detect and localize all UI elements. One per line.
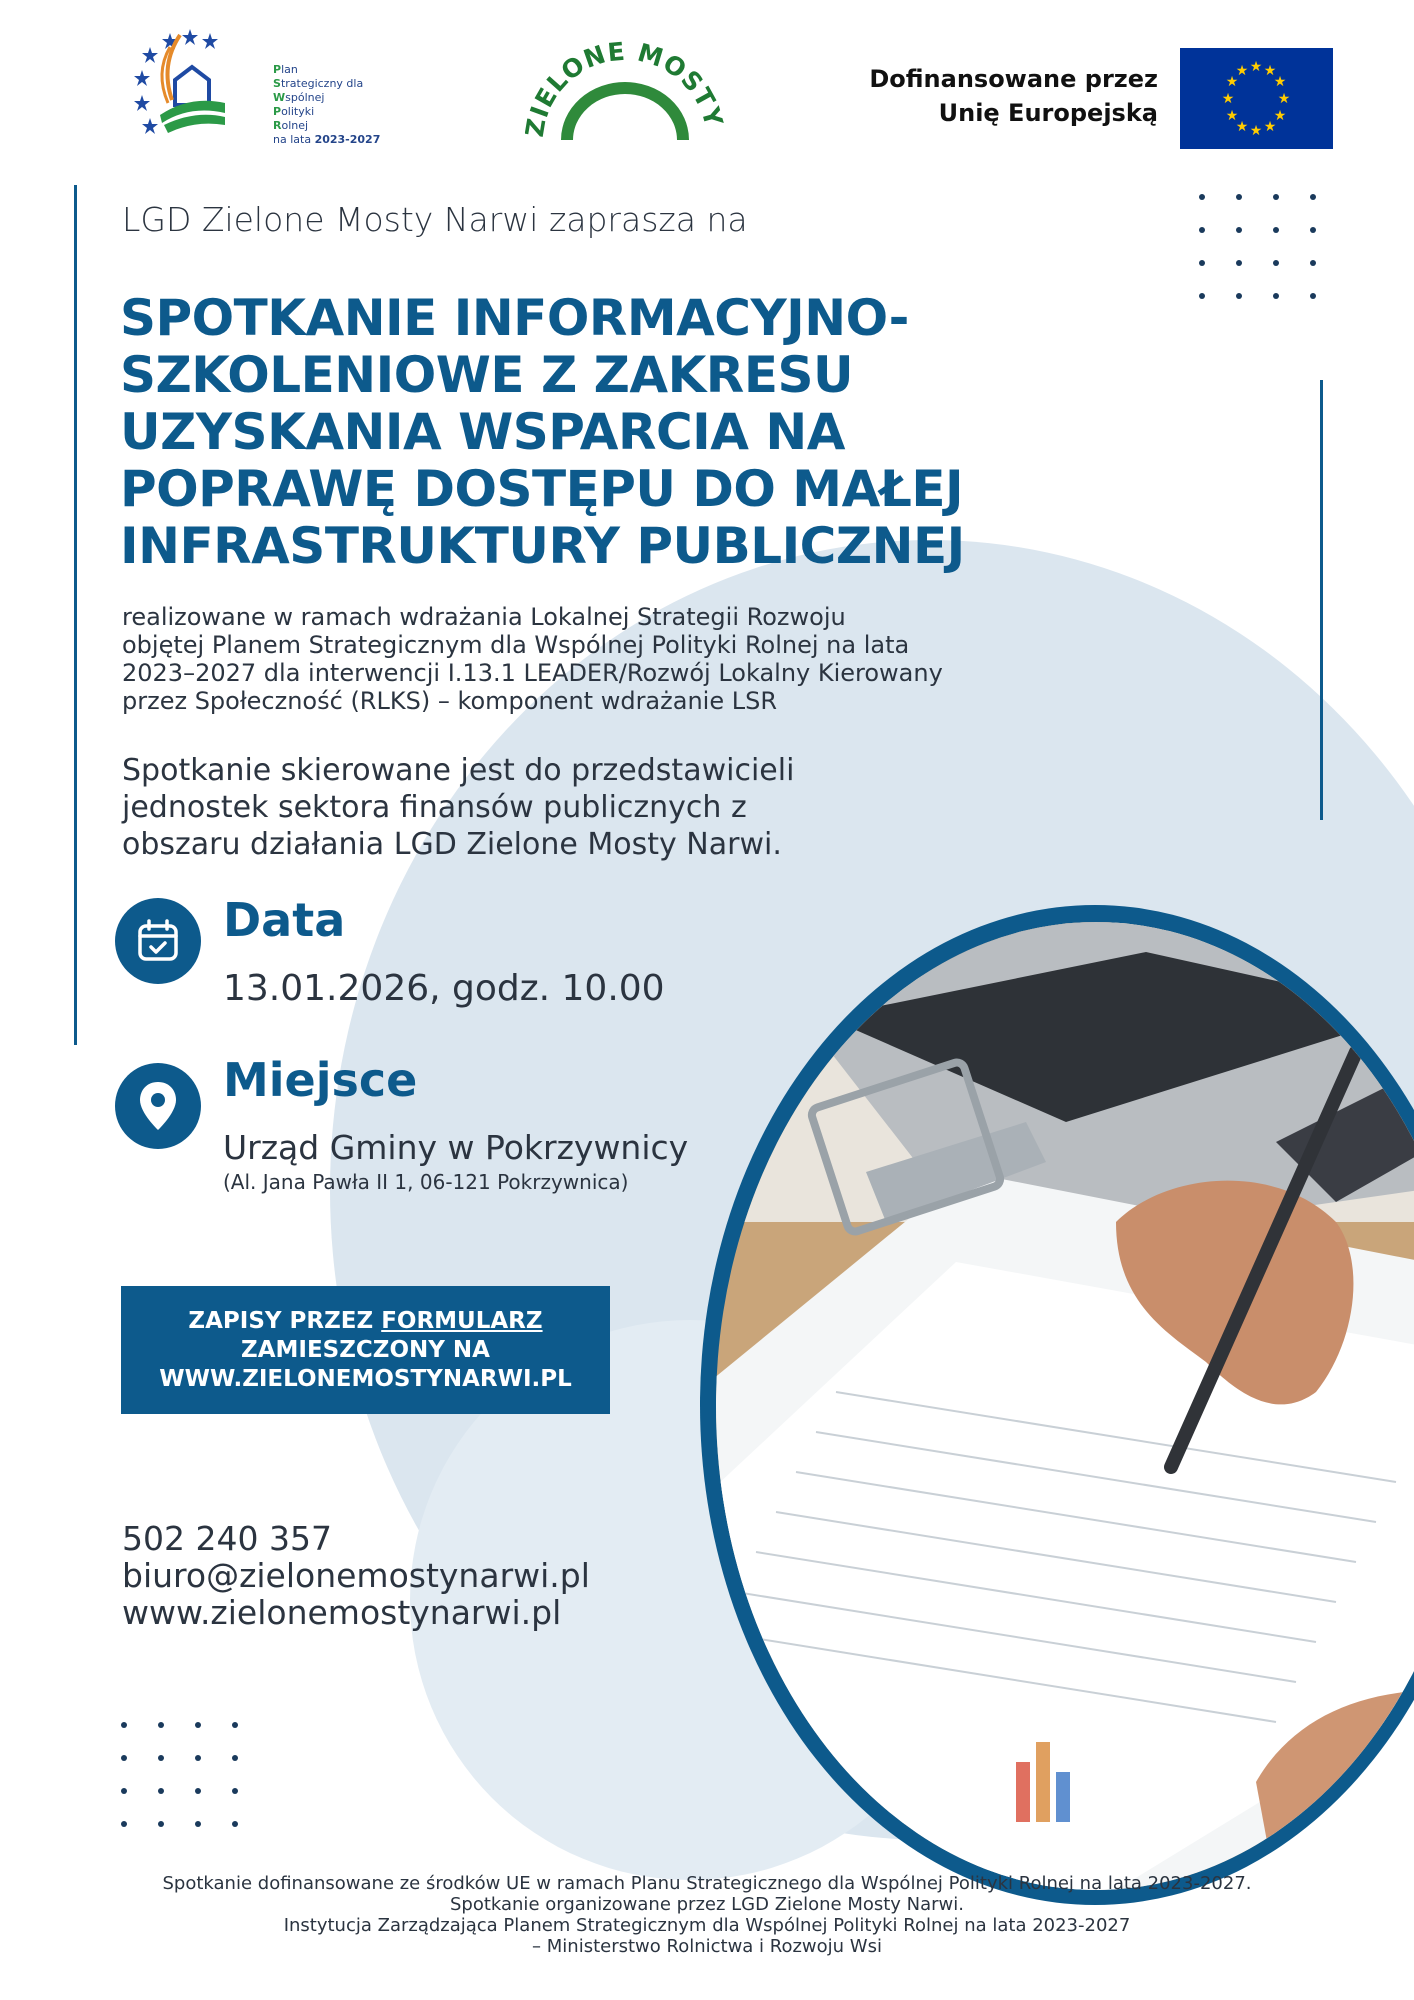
location-pin-icon [115, 1063, 201, 1149]
place-label: Miejsce [223, 1053, 418, 1107]
audience-text: Spotkanie skierowane jest do przedstawicieli jednostek sektora finansów publicznych z obszaru działania LGD Zielone Mosty Narwi. [122, 753, 795, 862]
svg-text:★: ★ [1273, 108, 1287, 124]
svg-text:★: ★ [1225, 108, 1239, 124]
date-label: Data [223, 893, 346, 947]
calendar-icon [115, 898, 201, 984]
date-value: 13.01.2026, godz. 10.00 [223, 968, 665, 1009]
description: realizowane w ramach wdrażania Lokalnej Strategii Rozwoju objętej Planem Strategicznym dla Wspólnej Polityki Rolnej na lata 2023–2027 dla interwencji I.13.1 LEADER/Rozwój Lokalny Kierowany przez Społeczność (RLKS) – komponent wdrażanie LSR [122, 603, 943, 715]
page-title: SPOTKANIE INFORMACYJNO- SZKOLENIOWE Z ZAKRESU UZYSKANIA WSPARCIA NA POPRAWĘ DOSTĘPU DO MAŁEJ INFRASTRUKTURY PUBLICZNEJ [120, 289, 965, 575]
form-link[interactable]: FORMULARZ [381, 1307, 543, 1334]
svg-text:★: ★ [1263, 119, 1277, 135]
plan-strategiczny-text: Plan Strategiczny dla Wspólnej Polityki Rolnej na lata 2023-2027 [273, 63, 381, 146]
zielone-mosty-narwi-logo-icon [525, 30, 725, 150]
svg-text:★: ★ [1249, 123, 1263, 139]
place-address: (Al. Jana Pawła II 1, 06-121 Pokrzywnica) [223, 1170, 629, 1194]
footer-disclaimer: Spotkanie dofinansowane ze środków UE w ramach Planu Strategicznego dla Wspólnej Polityki Rolnej na lata 2023-2027. Spotkanie organizowane przez LGD Zielone Mosty Narwi. Instytucja Zarządzająca Planem Strategicznym dla Wspólnej Polityki Rolnej na lata 2023-2027 – Ministerstwo Rolnictwa i Rozwoju Wsi [162, 1873, 1252, 1957]
right-accent-line [1320, 380, 1323, 820]
svg-text:★: ★ [1235, 63, 1249, 79]
website-url[interactable]: www.zielonemostynarwi.pl [122, 1593, 562, 1632]
contact-info [122, 1520, 590, 1631]
svg-text:★: ★ [1273, 74, 1287, 90]
plan-strategiczny-logo [130, 25, 400, 146]
svg-text:★: ★ [1235, 119, 1249, 135]
eu-flag-icon [1180, 48, 1333, 149]
svg-text:★: ★ [1263, 63, 1277, 79]
email-link[interactable]: biuro@zielonemostynarwi.pl [122, 1556, 590, 1595]
decorative-dots-bottom [121, 1722, 238, 1827]
svg-text:ZIELONE MOSTY NARWI: IELONE MOST [525, 36, 722, 122]
place-value: Urząd Gminy w Pokrzywnicy [223, 1128, 689, 1167]
left-accent-line [74, 185, 77, 1045]
website-link[interactable]: WWW.ZIELONEMOSTYNARWI.PL [159, 1365, 572, 1392]
svg-text:★: ★ [1221, 91, 1235, 107]
eu-cofunding-text: Dofinansowane przez Unię Europejską [869, 65, 1158, 127]
svg-text:★: ★ [1249, 59, 1263, 75]
registration-banner: ZAPISY PRZEZ FORMULARZ ZAMIESZCZONY NA WWW.ZIELONEMOSTYNARWI.PL [121, 1286, 610, 1414]
decorative-dots-top [1199, 194, 1316, 299]
svg-text:★: ★ [1277, 91, 1291, 107]
intro-text: LGD Zielone Mosty Narwi zaprasza na [122, 200, 748, 239]
phone-number: 502 240 357 [122, 1519, 332, 1558]
zielone-mosty-narwi-logo [525, 30, 725, 150]
plan-strategiczny-emblem-icon [130, 25, 270, 143]
svg-text:★: ★ [1225, 74, 1239, 90]
